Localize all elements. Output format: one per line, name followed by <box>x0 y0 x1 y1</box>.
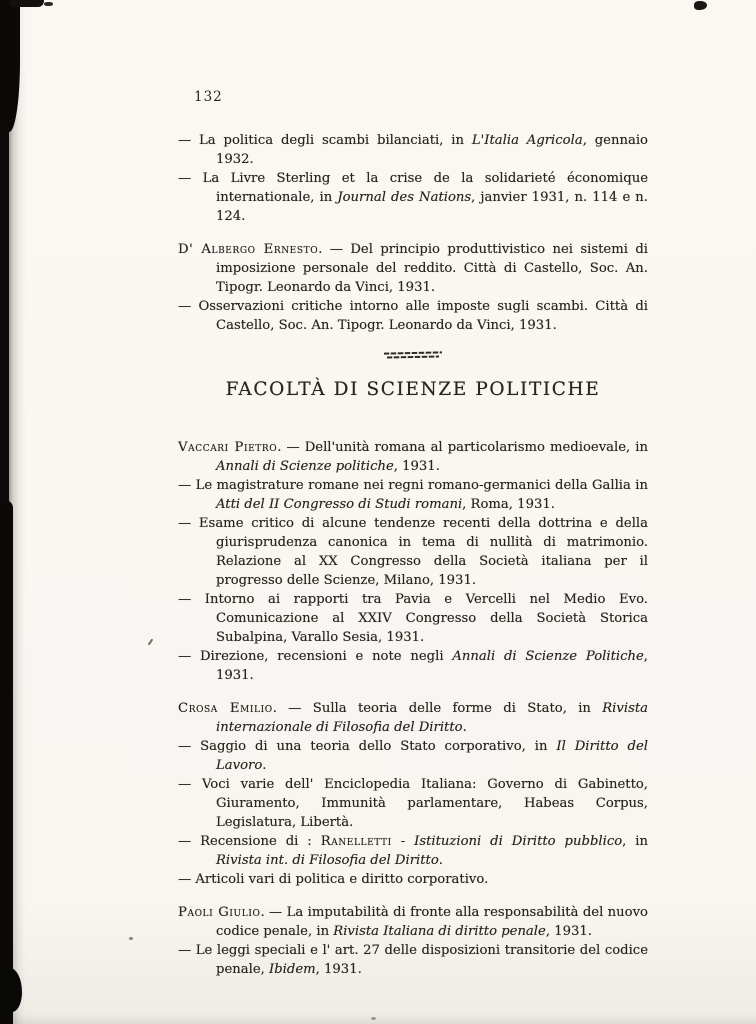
scan-artifact <box>44 2 53 6</box>
work-title: Il Diritto del Lavoro <box>216 739 648 773</box>
work-title: Journal des Nations <box>337 190 472 205</box>
entry-text: — Le leggi speciali e l' art. 27 delle disposizioni transitorie del codice penale, <box>178 943 648 977</box>
bibliography-entry <box>178 240 648 297</box>
scan-artifact <box>148 639 154 646</box>
bibliography-entry <box>178 941 648 979</box>
bibliography-entry <box>178 131 648 169</box>
divider-rule <box>387 355 439 358</box>
bibliography-group <box>178 131 648 226</box>
entry-text: , 1931. <box>216 649 648 683</box>
bibliography-group <box>178 699 648 889</box>
bibliography-entry <box>178 647 648 685</box>
work-title: Istituzioni di Diritto pubblico <box>414 834 623 849</box>
book-binding-edge <box>0 0 30 1024</box>
entry-text: — Articoli vari di politica e diritto corporativo. <box>178 872 489 887</box>
binding-blotch <box>0 500 13 1024</box>
entry-text: , gennaio 1932. <box>216 133 648 167</box>
bibliography-entry <box>178 775 648 832</box>
binding-blotch <box>0 968 22 1012</box>
entry-text: . — Del principio produttivistico nei sistemi di imposizione personale del reddito. Città di Castello, Soc. An. Tipogr. Leonardo da Vinci, 1931. <box>216 242 648 295</box>
section-heading: FACOLTÀ DI SCIENZE POLITICHE <box>225 379 601 400</box>
bibliography-entry <box>178 699 648 737</box>
bibliography-entry <box>178 903 648 941</box>
bibliography-entry <box>178 297 648 335</box>
bibliography-group <box>178 240 648 335</box>
entry-text: — Direzione, recensioni e note negli <box>178 649 453 664</box>
scan-artifact <box>371 1017 376 1020</box>
bibliography-main <box>178 438 648 979</box>
entry-text: . — La imputabilità di fronte alla responsabilità del nuovo codice penale, in <box>216 905 649 939</box>
work-title: Rivista int. di Filosofia del Diritto <box>216 853 439 868</box>
bibliography-entry <box>178 476 648 514</box>
bibliography-entry <box>178 438 648 476</box>
bibliography-entry <box>178 870 648 889</box>
scan-artifact <box>129 937 133 940</box>
bibliography-entry <box>178 832 648 870</box>
entry-text: . <box>462 720 467 735</box>
bibliography-group <box>178 438 648 685</box>
entry-text: — Voci varie dell' Enciclopedia Italiana: Governo di Gabinetto, Giuramento, Immunità parlamentare, Habeas Corpus, Legislatura, Libertà. <box>178 777 648 830</box>
author-name: Ranelletti <box>320 834 392 849</box>
author-name: D' Albergo Ernesto <box>178 242 319 257</box>
entry-text: . <box>262 758 267 773</box>
entry-text: . <box>438 853 443 868</box>
work-title: Atti del II Congresso di Studi romani <box>216 497 463 512</box>
entry-text: — Le magistrature romane nei regni romano-germanici della Gallia in <box>178 478 648 493</box>
entry-text: — Recensione di : <box>178 834 321 849</box>
divider-rule <box>384 351 442 354</box>
entry-text: , 1931. <box>545 924 592 939</box>
author-name: Paoli Giulio <box>178 905 261 920</box>
bibliography-front <box>178 131 648 335</box>
work-title: L'Italia Agricola <box>471 133 583 148</box>
bibliography-entry <box>178 514 648 590</box>
bibliography-group <box>178 903 648 979</box>
entry-text: , Roma, 1931. <box>462 497 555 512</box>
entry-text: , in <box>622 834 648 849</box>
entry-text: . — Sulla teoria delle forme di Stato, in <box>272 701 603 716</box>
work-title: Annali di Scienze politiche <box>216 459 394 474</box>
entry-text: — Saggio di una teoria dello Stato corporativo, in <box>178 739 557 754</box>
author-name: Vaccari Pietro <box>178 440 278 455</box>
binding-blotch <box>10 0 44 7</box>
bibliography-entry <box>178 590 648 647</box>
binding-blotch <box>0 120 9 510</box>
entry-text: — La Livre Sterling et la crise de la solidarieté économique internationale, in <box>178 171 648 205</box>
entry-text: , 1931. <box>315 962 362 977</box>
entry-text: — Osservazioni critiche intorno alle imposte sugli scambi. Città di Castello, Soc. An. Tipogr. Leonardo da Vinci, 1931. <box>178 299 648 333</box>
entry-text: — Intorno ai rapporti tra Pavia e Vercelli nel Medio Evo. Comunicazione al XXIV Congresso della Società Storica Subalpina, Varallo Sesia, 1931. <box>178 592 648 645</box>
page-number: 132 <box>194 89 223 105</box>
bibliography-entry <box>178 737 648 775</box>
entry-text: — La politica degli scambi bilanciati, in <box>178 133 472 148</box>
page-content <box>178 88 648 993</box>
scan-artifact <box>694 1 707 10</box>
author-name: Crosa Emilio <box>178 701 273 716</box>
work-title: Rivista Italiana di diritto penale <box>333 924 546 939</box>
work-title: Rivista internazionale di Filosofia del Diritto <box>216 701 648 735</box>
entry-text: , 1931. <box>393 459 440 474</box>
entry-text: — Esame critico di alcune tendenze recenti della dottrina e della giurisprudenza canonica in tema di nullità di matrimonio. Relazione al XX Congresso della Società italiana per il progresso delle Scienze, Milano, 1931. <box>178 516 648 588</box>
section-divider <box>384 350 442 360</box>
bibliography-entry <box>178 169 648 226</box>
entry-text: - <box>391 834 415 849</box>
entry-text: , janvier 1931, n. 114 e n. 124. <box>216 190 648 224</box>
entry-text: . — Dell'unità romana al particolarismo medioevale, in <box>277 440 648 455</box>
work-title: Annali di Scienze Politiche <box>452 649 644 664</box>
work-title: Ibidem <box>269 962 316 977</box>
